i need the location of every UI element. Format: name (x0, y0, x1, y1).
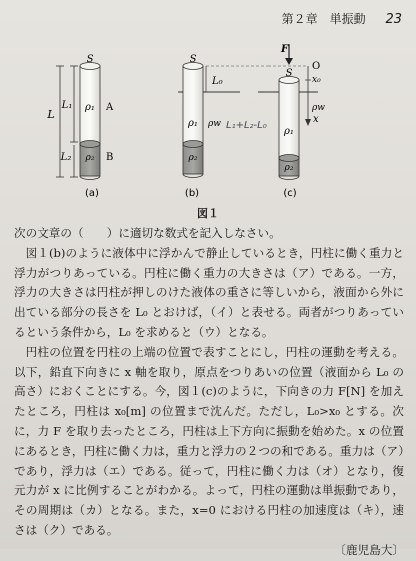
label-S-a: S (86, 54, 94, 65)
problem-text (14, 224, 404, 561)
paragraph-2: 円柱の位置を円柱の上端の位置で表すことにし，円柱の運動を考える。以下，鉛直下向きに x 軸を取り，原点をつりあいの位置（液面から L₀ の高さ）におくことにする。今，図１(c)のように，下向きの力 F[N] を加えたところ，円柱は x₀[m] の位置まで沈んだ。ただし，L₀>x₀ とする。次に，力 F を取り去ったところ，円柱は上下方向に振動を始めた。x の位置にあるとき，円柱に働く力は，重力と浮力の２つの和である。重力は（ア）であり，浮力は（エ）である。従って，円柱に働く力は（オ）となり，復元力が x に比例することがわかる。よって，円柱の運動は単振動であり，その周期は（カ）となる。また，x=0 における円柱の加速度は（キ），速さは（ク）である。 (14, 344, 404, 537)
label-L: L (47, 108, 55, 121)
chapter-title: 第２章 単振動 (281, 12, 366, 26)
intro-text: 次の文章の（ ）に適切な数式を記入しなさい。 (14, 226, 281, 240)
label-F: F (281, 44, 289, 55)
source-citation: 〔鹿児島大〕 (334, 542, 404, 557)
label-rho1-a: ρ₁ (85, 102, 95, 113)
label-S-c: S (285, 68, 293, 79)
label-rhow-c: ρw (312, 103, 325, 113)
label-rho1-b: ρ₁ (188, 118, 198, 129)
label-rho2-c: ρ₂ (284, 163, 294, 173)
panel-c (258, 44, 325, 199)
label-A: A (106, 102, 114, 113)
figure-caption: 図１ (197, 207, 219, 220)
page-header (282, 10, 402, 27)
panel-b-label: (b) (184, 188, 200, 199)
panel-b (178, 54, 268, 199)
label-S-b: S (189, 54, 197, 65)
panel-a-label: (a) (85, 188, 99, 199)
label-rho1-c: ρ₁ (284, 126, 294, 137)
panel-c-label: (c) (283, 188, 297, 199)
paragraph-1: 図１(b)のように液体中に浮かんで静止しているとき，円柱に働く重力と浮力がつりあっている。円柱に働く重力の大きさは（ア）である。一方，浮力の大きさは円柱が押しのけた液体の重さに等しいから，液面から外に出ている部分の長さを L₀ とおけば，（イ）と表せる。両者がつりあっているという条件から，L₀ を求めると（ウ）となる。 (14, 245, 404, 339)
page-number: 23 (385, 12, 402, 27)
label-rho2-b: ρ₂ (188, 153, 198, 163)
handwritten-note: L₁+L₂-L₀ (226, 120, 267, 131)
panel-a (46, 54, 114, 199)
label-O: O (312, 61, 321, 72)
label-x0: x₀ (312, 75, 321, 85)
label-L2: L₂ (60, 152, 72, 163)
label-L0-b: L₀ (212, 76, 223, 87)
label-x: x (313, 114, 319, 125)
label-rho2-a: ρ₂ (85, 153, 95, 163)
label-L1: L₁ (61, 100, 73, 111)
label-B: B (106, 152, 114, 163)
figure-1 (0, 40, 416, 230)
label-rhow-b: ρw (208, 119, 221, 129)
